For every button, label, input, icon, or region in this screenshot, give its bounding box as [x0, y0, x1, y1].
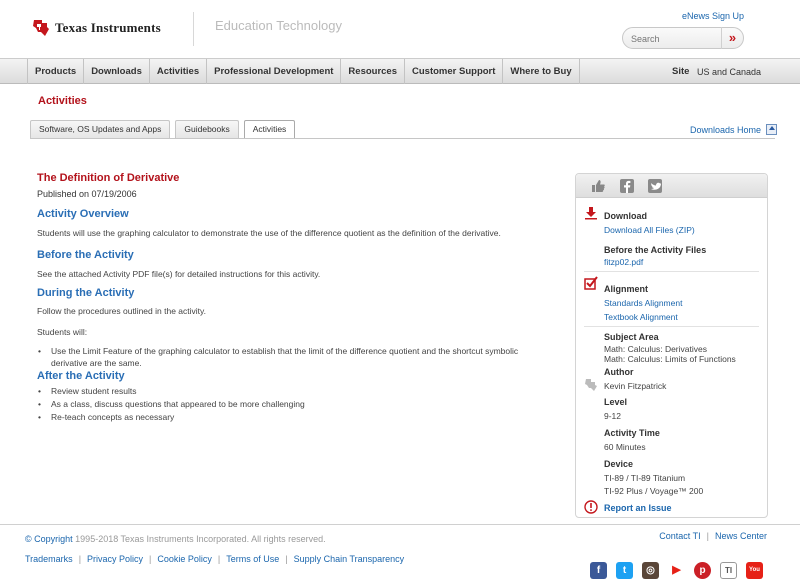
like-icon[interactable]: [590, 178, 606, 194]
download-icon: [584, 206, 598, 220]
subject-value: Math: Calculus: Derivatives: [604, 344, 707, 354]
published-date: Published on 07/19/2006: [37, 189, 137, 199]
divider: [584, 271, 759, 272]
divider: [584, 326, 759, 327]
ti-blog-icon[interactable]: TI: [720, 562, 737, 579]
activity-sidebar: [575, 173, 768, 518]
nav-professional-development[interactable]: Professional Development: [207, 59, 341, 84]
alignment-label: Alignment: [604, 284, 648, 294]
standards-alignment-link[interactable]: Standards Alignment: [604, 298, 683, 308]
terms-of-use-link[interactable]: Terms of Use: [226, 554, 280, 564]
contact-ti-link[interactable]: Contact TI: [659, 531, 701, 541]
before-files-label: Before the Activity Files: [604, 245, 707, 255]
author-name: Kevin Fitzpatrick: [604, 381, 667, 391]
footer-contact-links: [659, 531, 767, 541]
search-box: [622, 27, 744, 49]
page-title: Activities: [38, 95, 87, 107]
facebook-share-icon[interactable]: [619, 178, 635, 194]
download-label: Download: [604, 211, 647, 221]
division-name: Education Technology: [215, 18, 342, 33]
textbook-alignment-link[interactable]: Textbook Alignment: [604, 312, 678, 322]
ti-logo[interactable]: [32, 18, 161, 38]
site-label: Site: [672, 66, 690, 77]
activity-title: The Definition of Derivative: [37, 172, 180, 184]
device-value: TI-89 / TI-89 Titanium: [604, 473, 686, 483]
site-selector[interactable]: US and Canada: [697, 67, 762, 77]
tab-divider: [30, 138, 775, 139]
share-bar: [576, 174, 767, 198]
level-value: 9-12: [604, 411, 622, 421]
facebook-icon[interactable]: f: [590, 562, 607, 579]
device-value: TI-92 Plus / Voyage™ 200: [604, 486, 704, 496]
level-label: Level: [604, 397, 628, 407]
brand-name: Texas Instruments: [55, 20, 161, 35]
list-item: • Review student results: [37, 385, 537, 397]
after-list: [37, 385, 537, 423]
before-files-section: [604, 245, 706, 267]
alignment-section: [604, 284, 682, 322]
trademarks-link[interactable]: Trademarks: [25, 554, 73, 564]
ti-state-logo-icon: [32, 18, 50, 38]
download-all-zip-link[interactable]: Download All Files (ZIP): [604, 225, 695, 235]
list-item: • Re-teach concepts as necessary: [37, 411, 537, 423]
main-nav: [0, 58, 800, 84]
before-text: See the attached Activity PDF file(s) for detailed instructions for this activity.: [37, 269, 321, 279]
news-center-link[interactable]: News Center: [714, 531, 767, 541]
supply-chain-link[interactable]: Supply Chain Transparency: [293, 554, 405, 564]
author-section: [604, 367, 666, 391]
separator: |: [78, 554, 82, 564]
activity-time-value: 60 Minutes: [604, 442, 646, 452]
subject-value: Math: Calculus: Limits of Functions: [604, 354, 736, 364]
device-label: Device: [604, 459, 634, 469]
overview-heading: Activity Overview: [37, 208, 129, 220]
activity-content: [37, 172, 537, 423]
tab-software-os-updates[interactable]: Software, OS Updates and Apps: [30, 120, 170, 138]
separator: |: [706, 531, 709, 541]
tab-guidebooks[interactable]: Guidebooks: [175, 120, 238, 138]
copyright-link[interactable]: © Copyright: [25, 534, 73, 544]
before-heading: Before the Activity: [37, 249, 134, 261]
privacy-policy-link[interactable]: Privacy Policy: [87, 554, 144, 564]
during-heading: During the Activity: [37, 287, 135, 299]
subject-section: [604, 332, 736, 364]
separator: |: [149, 554, 152, 564]
home-icon: [766, 124, 777, 135]
enews-signup-link[interactable]: eNews Sign Up: [681, 11, 744, 21]
cookie-policy-link[interactable]: Cookie Policy: [157, 554, 212, 564]
list-item: • As a class, discuss questions that appeared to be more challenging: [37, 398, 537, 410]
alert-icon: [584, 500, 598, 514]
separator: |: [217, 554, 221, 564]
copyright-text: 1995-2018 Texas Instruments Incorporated. All rights reserved.: [75, 534, 326, 544]
list-item: • Use the Limit Feature of the graphing calculator to establish that the limit of the difference quotient and the shortcut symbolic derivative are the same.: [37, 345, 532, 369]
students-will-label: Students will:: [37, 327, 88, 337]
activity-pdf-link[interactable]: fitzp02.pdf: [604, 257, 644, 267]
checkbox-check-icon: [584, 276, 598, 290]
subject-label: Subject Area: [604, 332, 659, 342]
nav-activities[interactable]: Activities: [150, 59, 207, 84]
footer-divider: [0, 524, 800, 525]
nav-resources[interactable]: Resources: [341, 59, 405, 84]
youtube-icon[interactable]: ▶: [668, 562, 685, 579]
twitter-share-icon[interactable]: [647, 178, 663, 194]
nav-downloads[interactable]: Downloads: [84, 59, 150, 84]
youtube-logo-icon[interactable]: You: [746, 562, 763, 579]
copyright: [25, 534, 326, 544]
separator: |: [285, 554, 288, 564]
author-label: Author: [604, 367, 634, 377]
site-header: [0, 0, 800, 58]
twitter-icon[interactable]: t: [616, 562, 633, 579]
instagram-icon[interactable]: ◎: [642, 562, 659, 579]
device-section: [604, 459, 703, 496]
tab-activities[interactable]: Activities: [244, 120, 296, 139]
tab-bar: [30, 120, 295, 139]
nav-where-to-buy[interactable]: Where to Buy: [503, 59, 579, 84]
footer-legal-links: [25, 554, 404, 564]
during-list: [37, 345, 532, 369]
activity-time-label: Activity Time: [604, 428, 660, 438]
nav-customer-support[interactable]: Customer Support: [405, 59, 503, 84]
level-section: [604, 397, 627, 421]
downloads-home-label: Downloads Home: [690, 124, 762, 135]
pinterest-icon[interactable]: p: [694, 562, 711, 579]
after-heading: After the Activity: [37, 370, 125, 382]
search-button[interactable]: »: [721, 27, 743, 49]
social-links: [590, 562, 763, 579]
texas-state-icon: [584, 378, 598, 392]
activity-time-section: [604, 428, 660, 452]
header-divider: [193, 12, 194, 46]
nav-products[interactable]: Products: [27, 59, 84, 84]
report-issue-link[interactable]: Report an Issue: [604, 503, 672, 513]
during-text: Follow the procedures outlined in the activity.: [37, 306, 206, 316]
downloads-home-link[interactable]: [690, 124, 777, 135]
overview-text: Students will use the graphing calculator to demonstrate the use of the difference quotient as the definition of the derivative.: [37, 228, 501, 238]
search-input[interactable]: [631, 32, 716, 45]
download-section: [604, 211, 695, 235]
